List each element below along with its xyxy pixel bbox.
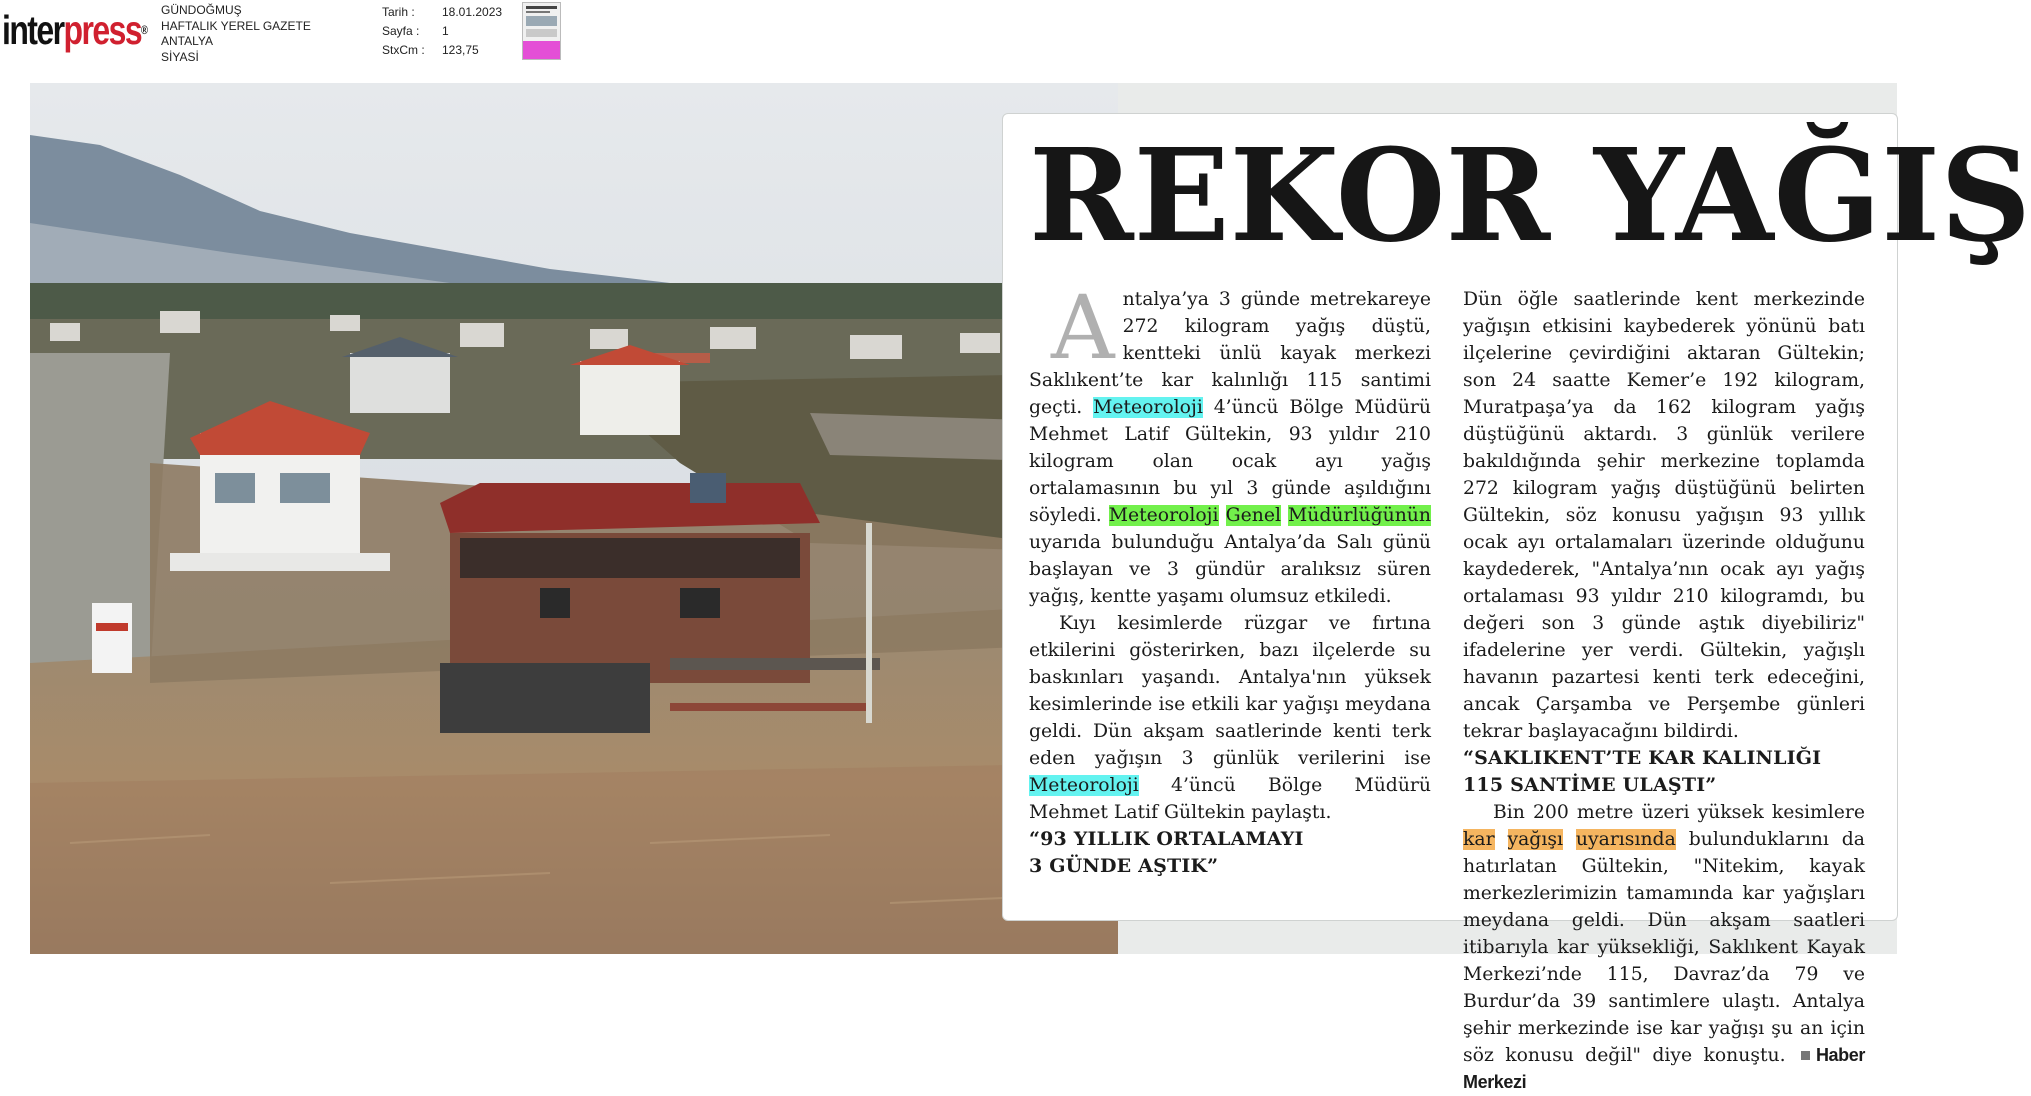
interpress-logo <box>2 6 148 54</box>
article-headline: REKOR YAĞIŞ <box>1029 120 2031 271</box>
page-thumbnail[interactable] <box>522 2 561 60</box>
highlight-keyword: yağışı <box>1507 829 1563 850</box>
flood-photo <box>30 83 1118 954</box>
highlight-keyword: kar <box>1463 829 1495 850</box>
logo-text-press: press <box>63 7 142 53</box>
meta-label: Tarih : <box>382 5 415 19</box>
meta-value: 1 <box>442 24 449 38</box>
article-paragraph: Kıyı kesimlerde rüzgar ve fırtına etkilerini gösterirken, bazı ilçelerde su baskınları yaşandı. Antalya'nın yüksek kesimlerinde ise etkili kar yağışı meydana geldi. Dün akşam saatlerinde kenti terk eden yağışın 3 günlük verilerini ise Meteoroloji 4’üncü Bölge Müdürü Mehmet Latif Gültekin paylaştı. <box>1029 613 1431 823</box>
clipping-meta <box>382 3 502 60</box>
article-column-2 <box>1463 286 1865 1096</box>
square-bullet-icon <box>1801 1051 1810 1060</box>
meta-value: 18.01.2023 <box>442 5 503 19</box>
publication-type: HAFTALIK YEREL GAZETE <box>161 18 311 33</box>
highlight-keyword: Müdürlüğünün <box>1288 505 1431 526</box>
highlight-keyword: Meteoroloji <box>1093 397 1203 418</box>
article-box <box>1002 113 2031 1092</box>
publication-category: SİYASİ <box>161 49 199 64</box>
article-subheading: “SAKLIKENT’TE KAR KALINLIĞI 115 SANTİME ULAŞTI” <box>1463 747 1822 796</box>
article-column-1 <box>1029 276 1431 880</box>
highlight-keyword: Meteoroloji <box>1108 505 1219 526</box>
meta-row-page <box>382 22 502 41</box>
highlight-keyword: uyarısında <box>1575 829 1676 850</box>
article-paragraph-continued: Dün öğle saatlerinde kent merkezinde yağışın etkisini kaybederek yönünü batı ilçelerine çevirdiğini aktaran Gültekin; son 24 saatte Kemer’e 192 kilogram, Muratpaşa’ya da 162 kilogram yağış düştüğünü aktardı. 3 günlük verilere bakıldığında şehir merkezine toplamda 272 kilogram yağış düştüğünü belirten Gültekin, söz konusu yağışın 93 yıllık ocak ayı ortalamaları üzerinde olduğunu kaydederek, "Antalya’nın ocak ayı yağış ortalaması 93 yıldır 210 kilogramdı, bu değeri son 3 günde aştık diyebiliriz" ifadelerine yer verdi. Gültekin, yağışlı havanın pazartesi kenti terk edeceğini, ancak Çarşamba ve Perşembe günleri tekrar başlayacağını bildirdi. <box>1463 289 1865 742</box>
publication-city: ANTALYA <box>161 34 214 48</box>
logo-text-inter: inter <box>2 7 64 53</box>
article-signature: Haber Merkezi <box>1463 1045 1865 1092</box>
article-subheading: “93 YILLIK ORTALAMAYI 3 GÜNDE AŞTIK” <box>1029 828 1304 877</box>
publication-info <box>161 3 311 65</box>
drop-cap: A <box>1051 276 1115 379</box>
publication-name: GÜNDOĞMUŞ <box>161 3 242 17</box>
article-paragraph: Bin 200 metre üzeri yüksek kesimlere kar yağışı uyarısında bulunduklarını da hatırlatan Gültekin, "Nitekim, kayak merkezlerimizin tamamında kar yağışları meydana geldi. Dün akşam saatleri itibarıyla kar yüksekliği, Saklıkent Kayak Merkezi’nde 115, Davraz’da 79 ve Burdur’da 39 santimlere ulaştı. Antalya şehir merkezinde ise kar yağışı şu an için söz konusu değil" diye konuştu. Haber Merkezi <box>1463 802 1865 1092</box>
meta-label: Sayfa : <box>382 24 420 38</box>
meta-row-stxcm <box>382 41 502 60</box>
logo-registered-mark: ® <box>141 23 148 37</box>
newspaper-clipping <box>30 83 2031 1092</box>
highlight-keyword: Genel <box>1225 505 1281 526</box>
meta-value: 123,75 <box>442 43 479 57</box>
highlight-keyword: Meteoroloji <box>1029 775 1139 796</box>
meta-row-date <box>382 3 502 22</box>
meta-label: StxCm : <box>382 43 425 57</box>
article-paragraph: Antalya’ya 3 günde metrekareye 272 kilogram yağış düştü, kentteki ünlü kayak merkezi Saklıkent’te kar kalınlığı 115 santimi geçti. Meteoroloji 4’üncü Bölge Müdürü Mehmet Latif Gültekin, 93 yıldır 210 kilogram olan ocak ayı yağış ortalamasının bu yıl 3 günde aşıldığını söyledi. Meteoroloji Genel Müdürlüğünün uyarıda bulunduğu Antalya’da Salı günü başlayan ve 3 gündür aralıksız süren yağış, kentte yaşamı olumsuz etkiledi. <box>1029 276 1431 607</box>
